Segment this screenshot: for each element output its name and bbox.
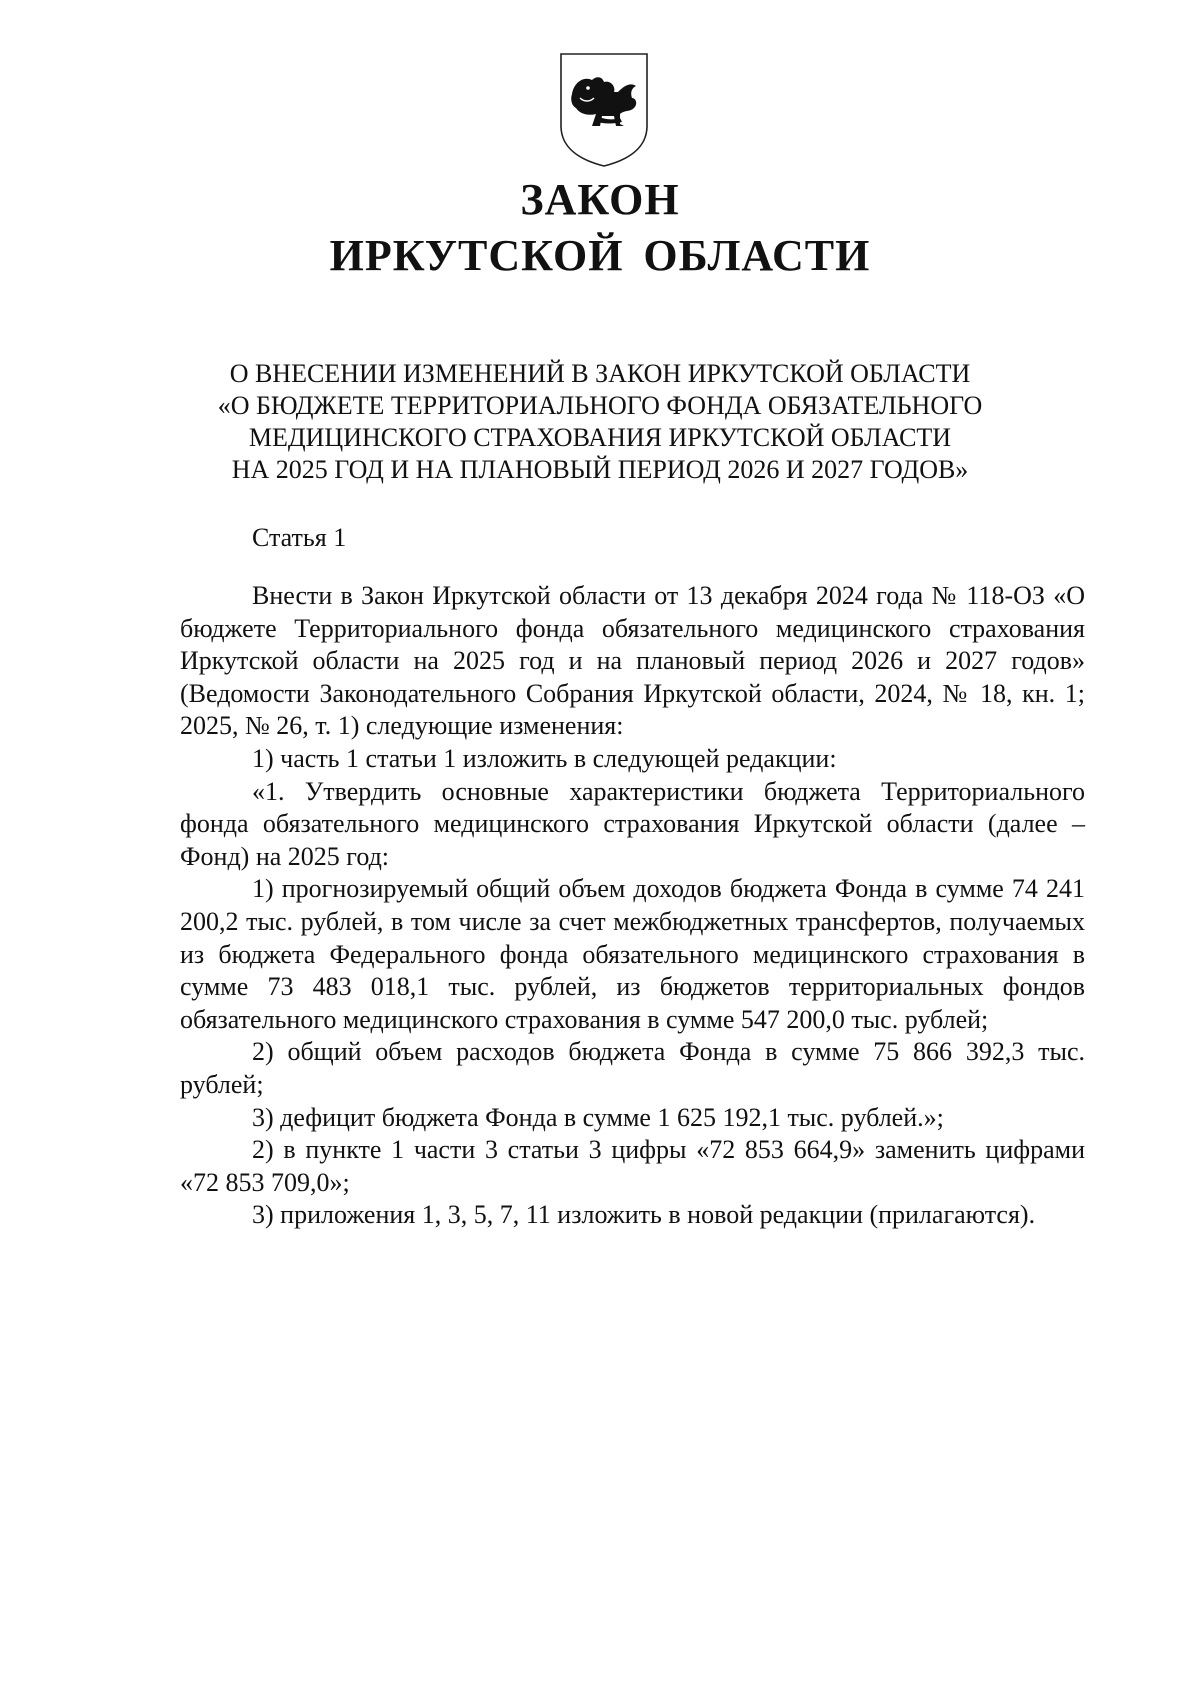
subject-line: МЕДИЦИНСКОГО СТРАХОВАНИЯ ИРКУТСКОЙ ОБЛАСТИ	[248, 423, 952, 452]
paragraph-item: «1. Утвердить основные характеристики бюджета Территориального фонда обязательного медицинского страхования Иркутской области (далее – Фонд) на 2025 год:	[180, 776, 1085, 871]
subject-line: НА 2025 ГОД И НА ПЛАНОВЫЙ ПЕРИОД 2026 И 2027 ГОДОВ»	[231, 455, 969, 484]
article-heading: Статья 1	[252, 523, 347, 552]
law-title-line1: ЗАКОН	[520, 175, 680, 224]
subject-line: О ВНЕСЕНИИ ИЗМЕНЕНИЙ В ЗАКОН ИРКУТСКОЙ ОБЛАСТИ	[229, 359, 971, 388]
subject-line: «О БЮДЖЕТЕ ТЕРРИТОРИАЛЬНОГО ФОНДА ОБЯЗАТЕЛЬНОГО	[217, 391, 983, 420]
law-title-line2: ИРКУТСКОЙ ОБЛАСТИ	[329, 231, 871, 280]
paragraph-item: 1) часть 1 статьи 1 изложить в следующей редакции:	[252, 743, 837, 773]
paragraph-intro: Внести в Закон Иркутской области от 13 декабря 2024 года № 118-ОЗ «О бюджете Территориального фонда обязательного медицинского страхования Иркутской области на 2025 год и на плановый период 2026 и 2027 годов» (Ведомости Законодательного Собрания Иркутской области, 2024, № 18, кн. 1; 2025, № 26, т. 1) следующие изменения:	[180, 581, 1085, 741]
paragraph-item: 1) прогнозируемый общий объем доходов бюджета Фонда в сумме 74 241 200,2 тыс. рублей, в том числе за счет межбюджетных трансфертов, получаемых из бюджета Федерального фонда обязательного медицинского страхования в сумме 73 483 018,1 тыс. рублей, из бюджетов территориальных фондов обязательного медицинского страхования в сумме 547 200,0 тыс. рублей;	[180, 874, 1085, 1034]
paragraph-item: 2) общий объем расходов бюджета Фонда в сумме 75 866 392,3 тыс. рублей;	[180, 1037, 1085, 1099]
article-body	[180, 580, 1085, 1232]
irkutsk-babr-coat-of-arms-icon	[558, 52, 650, 168]
paragraph-item: 3) приложения 1, 3, 5, 7, 11 изложить в новой редакции (прилагаются).	[252, 1200, 1036, 1230]
paragraph-item: 3) дефицит бюджета Фонда в сумме 1 625 192,1 тыс. рублей.»;	[252, 1102, 944, 1132]
paragraph-item: 2) в пункте 1 части 3 статьи 3 цифры «72 853 664,9» заменить цифрами «72 853 709,0»;	[180, 1135, 1085, 1197]
law-subject	[150, 358, 1050, 486]
